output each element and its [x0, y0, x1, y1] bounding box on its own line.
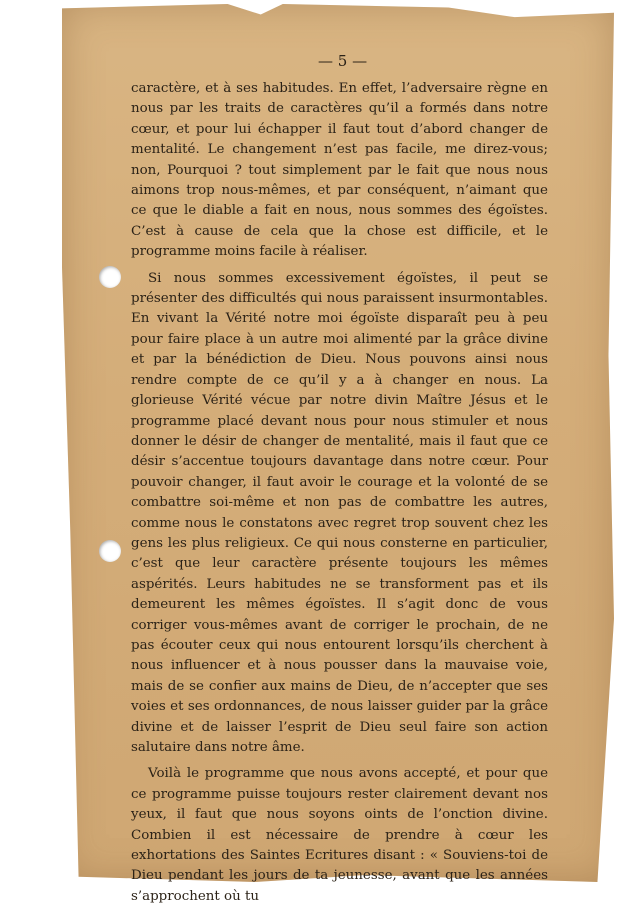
punch-hole-bottom — [99, 540, 121, 562]
paragraph-3: Voilà le programme que nous avons accepté, et pour que ce programme puisse toujours rester clairement devant nos yeux, il faut que nous soyons oints de l’onction divine. Combien il est nécessaire de prendre à cœur les exhortations des Saintes Ecritures disant : « Souviens-toi de Dieu pendant les jours de ta jeunesse, avant que les années s’approchent où tu — [131, 766, 548, 904]
paragraph-1: caractère, et à ses habitudes. En effet, l’adversaire règne en nous par les traits de caractères qu’il a formés dans notre cœur, et pour lui échapper il faut tout d’abord changer de mentalité. Le changement n’est pas facile, me direz-vous; non, Pourquoi ? tout simplement par le fait que nous nous aimons trop nous-mêmes, et par conséquent, n’aimant que ce que le diable a fait en nous, nous sommes des égoïstes. C’est à cause de cela que la chose est difficile, et le programme moins facile à réaliser. — [131, 81, 548, 260]
body-text — [131, 79, 548, 913]
paragraph-2: Si nous sommes excessivement égoïstes, il peut se présenter des difficultés qui nous paraissent insurmontables. En vivant la Vérité notre moi égoïste disparaît peu à peu pour faire place à un autre moi alimenté par la grâce divine et par la bénédiction de Dieu. Nous pouvons ainsi nous rendre compte de ce qu’il y a à changer en nous. La glorieuse Vérité vécue par notre divin Maître Jésus et le programme placé devant nous pour nous stimuler et nous donner le désir de changer de mentalité, mais il faut que ce désir s’accentue toujours davantage dans notre cœur. Pour pouvoir changer, il faut avoir le courage et la volonté de se combattre soi-même et non pas de combattre les autres, comme nous le constatons avec regret trop souvent chez les gens les plus religieux. Ce qui nous consterne en particulier, c’est que leur caractère présente toujours les mêmes aspérités. Leurs habitudes ne se transforment pas et ils demeurent les mêmes égoïstes. Il s’agit donc de vous corriger vous-mêmes avant de corriger le prochain, de ne pas écouter ceux qui nous entourent lorsqu’ils cherchent à nous influencer et à nous pousser dans la mauvaise voie, mais de se confier aux mains de Dieu, de n’accepter que ses voies et ses ordonnances, de nous laisser guider par la grâce divine et de laisser l’esprit de Dieu seul faire son action salutaire dans notre âme. — [131, 270, 548, 755]
page-number: — 5 — — [318, 52, 368, 70]
punch-hole-top — [99, 266, 121, 288]
